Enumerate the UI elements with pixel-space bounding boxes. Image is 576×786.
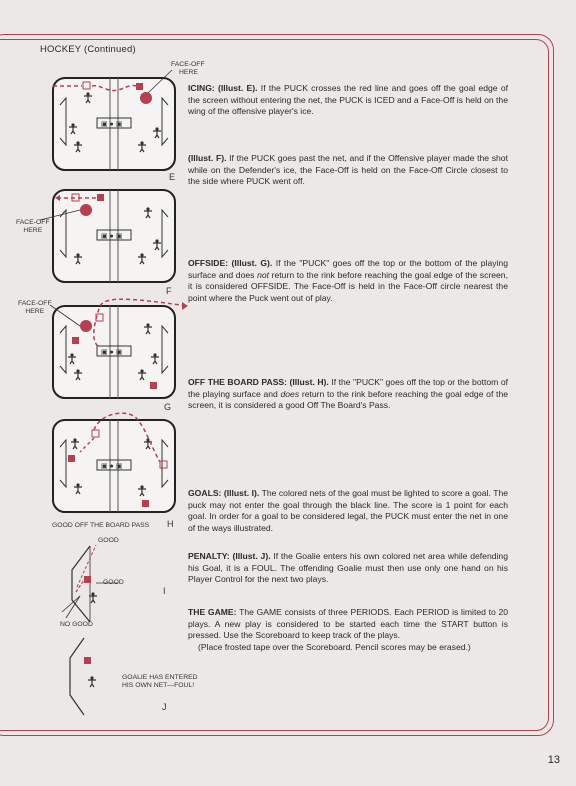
svg-text:▣ ● ▣: ▣ ● ▣ xyxy=(101,463,123,470)
svg-text:▣ ● ▣: ▣ ● ▣ xyxy=(101,233,123,240)
paragraph-the-game: THE GAME: The GAME consists of three PERIODS. Each PERIOD is limited to 20 plays. A new play is considered to be started each time the START button is pressed. Use the Scoreboard to keep track of the plays. (Place frosted tape over the Scoreboard. Pencil scores may be erased.) xyxy=(188,607,509,652)
letter-j: J xyxy=(162,702,167,712)
illustration-f xyxy=(40,190,175,282)
illustration-e xyxy=(53,70,175,170)
letter-f: F xyxy=(166,286,172,296)
good-mid-label: GOOD xyxy=(103,579,124,586)
svg-text:▣ ● ▣: ▣ ● ▣ xyxy=(101,121,123,128)
paragraph-penalty: PENALTY: (Illust. J). If the Goalie enters his own colored net area while defending his Goal, it is a FOUL. The offending Goalie must then use only one hand on his Player Control for the next two plays. xyxy=(188,551,508,585)
letter-e: E xyxy=(169,172,176,182)
good-off-board-label: GOOD OFF THE BOARD PASS xyxy=(52,522,150,529)
letter-h: H xyxy=(167,519,174,529)
illustration-j xyxy=(70,638,96,715)
letter-g: G xyxy=(164,402,172,412)
scoreboard-note: (Place frosted tape over the Scoreboard. Pencil scores may be erased.) xyxy=(198,641,471,652)
letter-i: I xyxy=(163,586,166,596)
page-number: 13 xyxy=(547,754,560,766)
illustration-g xyxy=(50,299,188,398)
no-good-label: NO GOOD xyxy=(60,621,93,628)
goalie-foul-label: GOALIE HAS ENTERED HIS OWN NET—FOUL! xyxy=(122,674,198,689)
section-header: HOCKEY (Continued) xyxy=(40,44,136,55)
paragraph-illust-f: (Illust. F). If the PUCK goes past the net, and if the Offensive player made the shot while on the Defender's ice, the Face-Off is held on the Face-Off Circle closest to the side where PUCK went off. xyxy=(188,153,508,187)
paragraph-off-board-pass: OFF THE BOARD PASS: (Illust. H). If the "PUCK" goes off the top or the bottom of the playing surface and does return to the rink before reaching the goal edge of the screen, it is considered a good Off The Board's Pass. xyxy=(188,377,509,411)
paragraph-icing: ICING: (Illust. E). If the PUCK crosses the red line and goes off the goal edge of the screen without entering the net, the PUCK is ICED and a Face-Off is held on the wing of the offensive player's ice. xyxy=(188,83,508,117)
svg-text:▣ ● ▣: ▣ ● ▣ xyxy=(101,349,123,356)
illustration-h xyxy=(53,413,175,512)
faceoff-label-g: FACE-OFF HERE xyxy=(18,300,52,315)
faceoff-label-e: FACE-OFF HERE xyxy=(171,61,205,76)
paragraph-offside: OFFSIDE: (Illust. G). If the "PUCK" goes off the top or the bottom of the playing surface and does not return to the rink before reaching the goal edge of the screen, it is considered OFFSIDE. The Face-Off is held in the Face-Off circle nearest the point where the Puck went out of play. xyxy=(188,258,508,303)
paragraph-goals: GOALS: (Illust. I). The colored nets of the goal must be lighted to score a goal. The puck may not enter the goal through the black line. The score is 1 point for each goal. In order for a goal to be considered legal, the PUCK must enter the net in one of the ways illustrated. xyxy=(188,488,509,533)
good-top-label: GOOD xyxy=(98,537,119,544)
faceoff-label-f: FACE-OFF HERE xyxy=(16,219,50,234)
